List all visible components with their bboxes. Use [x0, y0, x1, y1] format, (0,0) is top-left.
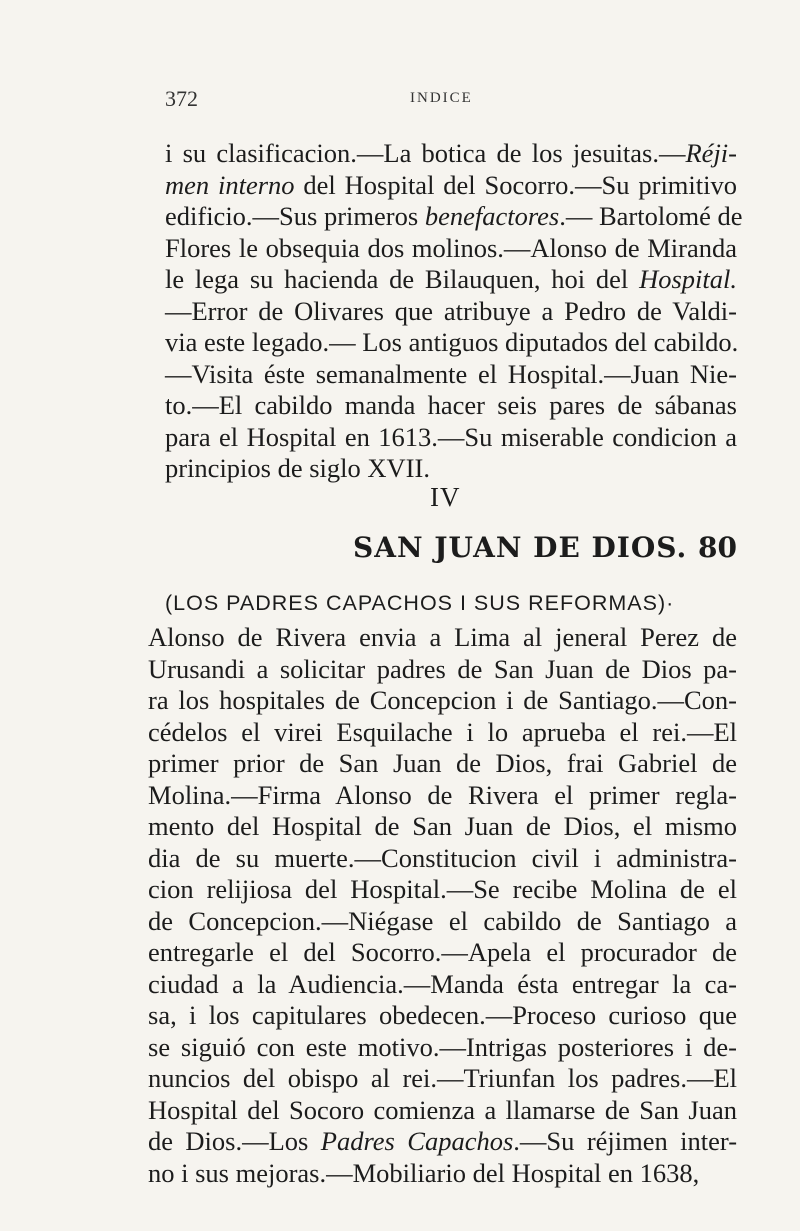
section-text-segment: entregarle el del Socorro.—Apela el procurador de — [148, 937, 737, 967]
section-line — [148, 780, 737, 812]
intro-text-segment: benefactores — [424, 201, 560, 231]
intro-text-segment: Flores le obsequia dos molinos.—Alonso de Miranda — [165, 232, 737, 263]
section-line — [148, 1126, 737, 1158]
section-line — [148, 874, 737, 906]
intro-text-segment: —Error de Olivares que atribuye a Pedro de Valdi- — [165, 295, 737, 326]
section-line — [148, 1095, 737, 1127]
section-line — [148, 717, 737, 749]
section-text-segment: dia de su muerte.—Constitucion civil i administra- — [148, 842, 737, 873]
intro-text-segment: principios de siglo XVII. — [165, 453, 430, 483]
section-page-number: 80 — [698, 531, 737, 564]
section-line — [148, 1000, 737, 1032]
section-text-segment: Padres Capachos — [320, 1126, 514, 1156]
intro-text-segment: to.—El cabildo manda hacer seis pares de sábanas — [165, 390, 737, 420]
intro-text-segment: .— Bartolomé de — [559, 201, 743, 231]
intro-text-segment: edificio.—Sus primeros — [165, 201, 425, 231]
section-line — [148, 906, 737, 938]
section-text-segment: primer prior de San Juan de Dios, frai Gabriel de — [148, 748, 737, 778]
section-line — [148, 622, 737, 654]
intro-line — [165, 327, 737, 359]
intro-line — [165, 264, 737, 296]
section-text-segment: de Concepcion.—Niégase el cabildo de Santiago a — [148, 905, 737, 936]
intro-text-segment: Hospital. — [639, 264, 737, 294]
section-text-segment: de Dios.—Los — [148, 1126, 321, 1156]
section-text-segment: se siguió con este motivo.—Intrigas posteriores i de- — [148, 1031, 737, 1062]
intro-text-segment: le lega su hacienda de Bilauquen, hoi del — [165, 264, 640, 294]
section-text-segment: Molina.—Firma Alonso de Rivera el primer regla- — [148, 779, 737, 810]
section-subtitle: (LOS PADRES CAPACHOS I SUS REFORMAS)· — [165, 591, 675, 615]
running-head — [165, 86, 725, 116]
section-line — [148, 1158, 737, 1190]
running-head-label: INDICE — [410, 90, 473, 106]
intro-line — [165, 390, 737, 422]
intro-line — [165, 170, 737, 202]
section-text-segment: cédelos el virei Esquilache i lo aprueba el rei.—El — [148, 716, 737, 747]
intro-line — [165, 359, 737, 391]
section-line — [148, 654, 737, 686]
intro-line — [165, 233, 737, 265]
intro-text-segment: via este legado.— Los antiguos diputados del cabildo. — [165, 327, 739, 357]
intro-line — [165, 422, 737, 454]
section-text-segment: nuncios del obispo al rei.—Triunfan los padres.—El — [148, 1063, 737, 1093]
intro-text-segment: men interno — [165, 169, 295, 200]
section-summary-paragraph — [148, 622, 737, 1189]
section-line — [148, 843, 737, 875]
section-text-segment: no i sus mejoras.—Mobiliario del Hospital en 1638, — [148, 1157, 700, 1188]
section-line — [148, 1032, 737, 1064]
section-text-segment: mento del Hospital de San Juan de Dios, el mismo — [148, 811, 737, 841]
intro-line — [165, 453, 737, 485]
intro-text-segment: para el Hospital en 1613.—Su miserable condicion a — [165, 421, 737, 452]
intro-line — [165, 201, 743, 233]
intro-text-segment: i su clasificacion.—La botica de los jesuitas.— — [165, 138, 686, 168]
intro-paragraph — [165, 138, 743, 485]
section-text-segment: .—Su réjimen inter- — [513, 1126, 738, 1156]
section-line — [148, 969, 737, 1001]
section-text-segment: sa, i los capitulares obedecen.—Proceso curioso que — [148, 1000, 737, 1030]
section-text-segment: Alonso de Rivera envia a Lima al jeneral Perez de — [148, 622, 737, 652]
page-number: 372 — [165, 86, 198, 111]
section-number: IV — [430, 482, 461, 512]
section-text-segment: ciudad a la Audiencia.—Manda ésta entregar la ca- — [148, 968, 737, 999]
section-text-segment: Hospital del Socoro comienza a llamarse de San Juan — [148, 1094, 737, 1125]
section-line — [148, 1063, 737, 1095]
intro-text-segment: Réji- — [685, 138, 737, 168]
section-line — [148, 748, 737, 780]
intro-text-segment: —Visita éste semanalmente el Hospital.—Juan Nie- — [165, 358, 737, 389]
section-heading — [165, 531, 737, 567]
intro-line — [165, 296, 737, 328]
section-line — [148, 685, 737, 717]
section-text-segment: Urusandi a solicitar padres de San Juan de Dios pa- — [148, 653, 737, 684]
section-text-segment: ra los hospitales de Concepcion i de Santiago.—Con- — [148, 685, 737, 715]
intro-line — [165, 138, 737, 170]
section-line — [148, 811, 737, 843]
section-title: SAN JUAN DE DIOS. — [353, 531, 688, 564]
section-text-segment: cion relijiosa del Hospital.—Se recibe Molina de el — [148, 874, 737, 904]
intro-text-segment: del Hospital del Socorro.—Su primitivo — [294, 169, 738, 200]
section-line — [148, 937, 737, 969]
